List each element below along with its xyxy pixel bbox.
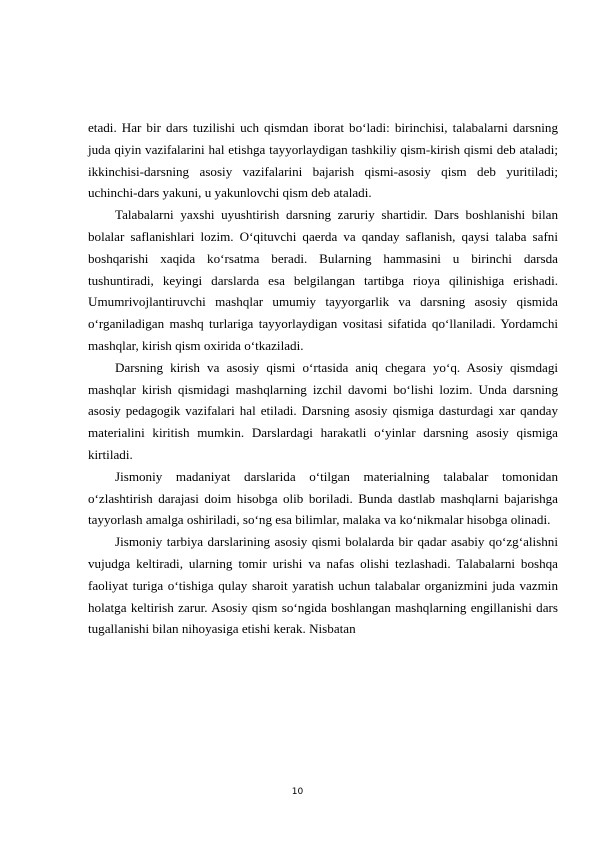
body-text	[88, 117, 558, 640]
paragraph-5: Jismoniy tarbiya darslarining asosiy qismi bolalarda bir qadar asabiy qo‘zg‘alishni vujudga keltiradi, ularning tomir urishi va nafas olishi tezlashadi. Talabalarni boshqa faoliyat turiga o‘tishiga qulay sharoit yaratish uchun talabalar organizmini juda vazmin holatga keltirish zarur. Asosiy qism so‘ngida boshlangan mashqlarning engillanishi dars tugallanishi bilan nihoyasiga etishi kerak. Nisbatan	[88, 534, 558, 637]
page-number: 10	[291, 787, 304, 797]
paragraph-3: Darsning kirish va asosiy qismi o‘rtasida aniq chegara yo‘q. Asosiy qismdagi mashqlar kirish qismidagi mashqlarning izchil davomi bo‘lishi lozim. Unda darsning asosiy pedagogik vazifalari hal etiladi. Darsning asosiy qismiga dasturdagi xar qanday materialini kiritish mumkin. Darslardagi harakatli o‘yinlar darsning asosiy qismiga kirtiladi.	[88, 359, 558, 462]
paragraph-4: Jismoniy madaniyat darslarida o‘tilgan materialning talabalar tomonidan o‘zlashtirish darajasi doim hisobga olib boriladi. Bunda dastlab mashqlarni bajarishga tayyorlash amalga oshiriladi, so‘ng esa bilimlar, malaka va ko‘nikmalar hisobga olinadi.	[88, 468, 558, 528]
paragraph-1: etadi. Har bir dars tuzilishi uch qismdan iborat bo‘ladi: birinchisi, talabalarni darsning juda qiyin vazifalarini hal etishga tayyorlaydigan tashkiliy qism-kirish qismi deb ataladi; ikkinchisi-darsning asosiy vazifalarini bajarish qismi-asosiy qism deb yuritiladi; uchinchi-dars yakuni, u yakunlovchi qism deb ataladi.	[88, 120, 558, 201]
paragraph-2: Talabalarni yaxshi uyushtirish darsning zaruriy shartidir. Dars boshlanishi bilan bolalar saflanishlari lozim. O‘qituvchi qaerda va qanday saflanish, qaysi talaba safni boshqarishi xaqida ko‘rsatma beradi. Bularning hammasini u birinchi darsda tushuntiradi, keyingi darslarda esa belgilangan tartibga rioya qilinishiga erishadi. Umumrivojlantiruvchi mashqlar umumiy tayyorgarlik va darsning asosiy qismida o‘rganiladigan mashq turlariga tayyorlaydigan vositasi sifatida qo‘llaniladi. Yordamchi mashqlar, kirish qism oxirida o‘tkaziladi.	[88, 207, 558, 353]
